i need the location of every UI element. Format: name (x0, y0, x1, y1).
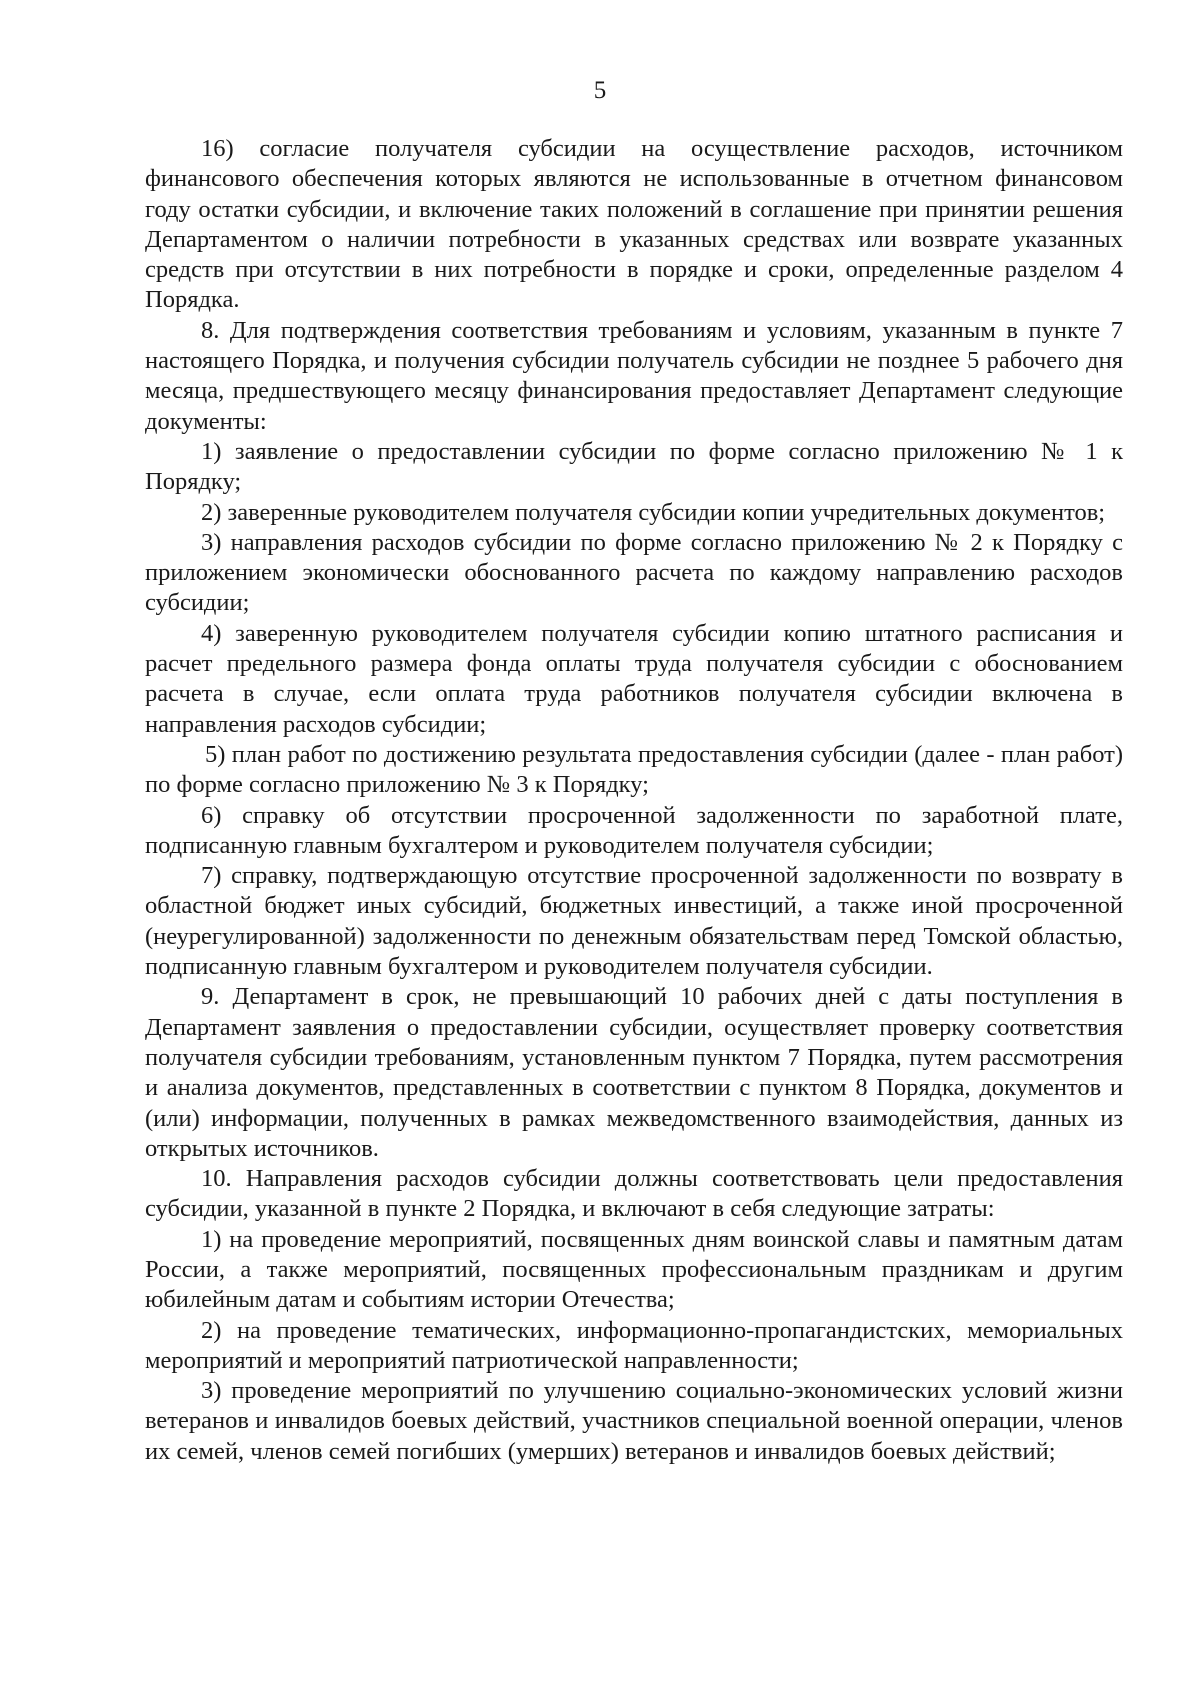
list-item-5-work-plan: 5) план работ по достижению результата предоставления субсидии (далее - план работ) по форме согласно приложению № 3 к Порядку; (145, 740, 1123, 799)
list-item-2-founding-docs: 2) заверенные руководителем получателя субсидии копии учредительных документов; (201, 498, 1106, 526)
list-item-7-debt-certificate: 7) справку, подтверждающую отсутствие просроченной задолженности по возврату в областной бюджет иных субсидий, бюджетных инвестиций, а также иной просроченной (неурегулированной) задолженности по денежным обязательствам перед Томской областью, подписанную главным бухгалтером и руководителем получателя субсидии. (145, 862, 1123, 981)
expense-item-1-events: 1) на проведение мероприятий, посвященных дням воинской славы и памятным датам России, а также мероприятий, посвященных профессиональным праздникам и другим юбилейным датам и событиям истории Отечества; (145, 1225, 1123, 1314)
paragraph-16-consent: 16) согласие получателя субсидии на осуществление расходов, источником финансового обеспечения которых являются не использованные в отчетном финансовом году остатки субсидии, и включение таких положений в соглашение при принятии решения Департаментом о наличии потребности в указанных средствах или возврате указанных средств при отсутствии в них потребности в порядке и сроки, определенные разделом 4 Порядка. (145, 135, 1123, 314)
list-item-4-staff-schedule: 4) заверенную руководителем получателя субсидии копию штатного расписания и расчет предельного размера фонда оплаты труда получателя субсидии с обоснованием расчета в случае, если оплата труда работников получателя субсидии включена в направления расходов субсидии; (145, 619, 1123, 738)
expense-item-3-veterans-support: 3) проведение мероприятий по улучшению социально-экономических условий жизни ветеранов и инвалидов боевых действий, участников специальной военной операции, членов их семей, членов семей погибших (умерших) ветеранов и инвалидов боевых действий; (145, 1377, 1123, 1465)
document-body (145, 134, 1123, 1467)
paragraph-10-expense-directions: 10. Направления расходов субсидии должны соответствовать цели предоставления субсидии, указанной в пункте 2 Порядка, и включают в себя следующие затраты: (145, 1165, 1123, 1223)
paragraph-8-documents: 8. Для подтверждения соответствия требованиям и условиям, указанным в пункте 7 настоящего Порядка, и получения субсидии получатель субсидии не позднее 5 рабочего дня месяца, предшествующего месяцу финансирования предоставляет Департамент следующие документы: (145, 316, 1123, 435)
expense-item-2-thematic-events: 2) на проведение тематических, информационно-пропагандистских, мемориальных мероприятий и мероприятий патриотической направленности; (145, 1316, 1123, 1374)
paragraph-9-verification: 9. Департамент в срок, не превышающий 10 рабочих дней с даты поступления в Департамент заявления о предоставлении субсидии, осуществляет проверку соответствия получателя субсидии требованиям, установленным пунктом 7 Порядка, путем рассмотрения и анализа документов, представленных в соответствии с пунктом 8 Порядка, документов и (или) информации, полученных в рамках межведомственного взаимодействия, данных из открытых источников. (145, 983, 1123, 1162)
list-item-3-expense-directions: 3) направления расходов субсидии по форме согласно приложению № 2 к Порядку с приложением экономически обоснованного расчета по каждому направлению расходов субсидии; (145, 528, 1123, 617)
list-item-1-application: 1) заявление о предоставлении субсидии по форме согласно приложению № 1 к Порядку; (145, 437, 1123, 496)
page-number: 5 (593, 77, 607, 104)
list-item-6-salary-certificate: 6) справку об отсутствии просроченной задолженности по заработной плате, подписанную главным бухгалтером и руководителем получателя субсидии; (145, 801, 1123, 859)
